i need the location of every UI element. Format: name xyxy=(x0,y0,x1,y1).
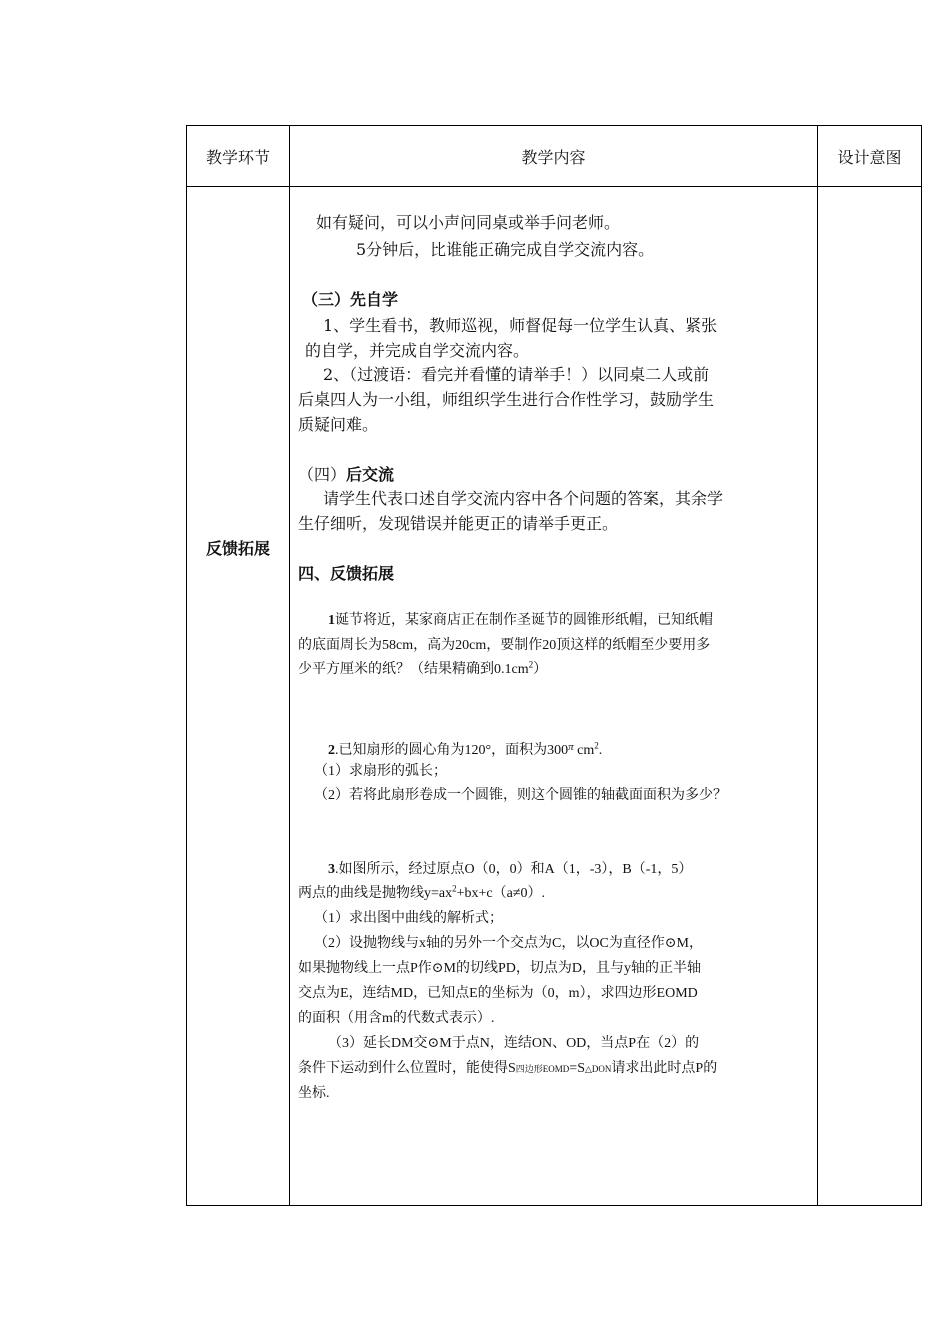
question-3-line xyxy=(328,861,692,879)
heading-self-study: （三）先自学 xyxy=(302,290,399,309)
paragraph: 的自学，并完成自学交流内容。 xyxy=(305,341,530,360)
heading-feedback: 四、反馈拓展 xyxy=(298,564,395,583)
question-3-line: 如果抛物线上一点P作⊙M的切线PD，切点为D，且与y轴的正半轴 xyxy=(298,961,701,976)
header-design-intent: 设计意图 xyxy=(837,148,902,167)
paragraph: 1、学生看书，教师巡视，师督促每一位学生认真、紧张 xyxy=(323,316,718,335)
paragraph: 请学生代表口述自学交流内容中各个问题的答案，其余学 xyxy=(323,489,724,508)
question-text: =S xyxy=(569,1061,585,1076)
paragraph: 5分钟后，比谁能正确完成自学交流内容。 xyxy=(356,240,655,259)
paragraph: 如有疑问，可以小声问同桌或举手问老师。 xyxy=(316,213,621,232)
question-3-line: （1）求出图中曲线的解析式； xyxy=(314,911,503,926)
paragraph: 质疑问难。 xyxy=(298,415,379,434)
question-3-line xyxy=(298,885,545,903)
question-text: 条件下运动到什么位置时，能使得S xyxy=(298,1061,516,1076)
question-text: .如图所示，经过原点O（0，0）和A（1，-3），B（-1，5） xyxy=(335,862,693,877)
question-number: 3 xyxy=(328,862,335,877)
column-divider xyxy=(289,126,290,1205)
pi-symbol: π xyxy=(568,741,574,753)
question-number: 2 xyxy=(328,743,335,758)
question-2-line xyxy=(328,738,602,760)
heading-text: 后交流 xyxy=(346,465,395,484)
question-1-line xyxy=(328,612,713,630)
question-3-line: 交点为E，连结MD，已知点E的坐标为（0，m），求四边形EOMD xyxy=(298,986,698,1001)
question-text: .已知扇形的圆心角为120°，面积为300 xyxy=(335,743,569,758)
question-2-line: （2）若将此扇形卷成一个圆锥，则这个圆锥的轴截面面积为多少？ xyxy=(314,788,727,803)
question-2-line: （1）求扇形的弧长； xyxy=(314,764,447,779)
question-3-line: 的面积（用含m的代数式表示）. xyxy=(298,1011,495,1026)
question-text: . xyxy=(598,743,603,758)
subscript: △DON xyxy=(584,1064,612,1074)
lesson-table xyxy=(186,125,922,1206)
paragraph: 生仔细听，发现错误并能更正的请举手更正。 xyxy=(298,514,619,533)
question-3-line: （2）设抛物线与x轴的另外一个交点为C，以OC为直径作⊙M， xyxy=(314,936,703,951)
question-1-line xyxy=(298,661,547,679)
question-text: +bx+c（a≠0）. xyxy=(456,886,546,901)
question-text: 请求出此时点P的 xyxy=(611,1061,718,1076)
question-3-line: （3）延长DM交⊙M于点N，连结ON、OD，当点P在（2）的 xyxy=(328,1036,700,1051)
superscript: 2 xyxy=(594,740,599,751)
header-teaching-content: 教学内容 xyxy=(521,148,586,167)
question-number: 1 xyxy=(328,613,335,628)
paragraph: 后桌四人为一小组，师组织学生进行合作性学习，鼓励学生 xyxy=(298,390,715,409)
question-text: cm xyxy=(573,743,595,758)
question-text: ） xyxy=(533,662,548,677)
question-1-line: 的底面周长为58cm，高为20cm，要制作20顶这样的纸帽至少要用多 xyxy=(298,638,711,653)
question-3-line: 坐标. xyxy=(298,1086,330,1101)
column-divider xyxy=(817,126,818,1205)
heading-prefix: （四） xyxy=(298,465,347,484)
superscript: 2 xyxy=(452,883,457,894)
question-text: 少平方厘米的纸？（结果精确到0.1cm xyxy=(298,662,529,677)
header-teaching-stage: 教学环节 xyxy=(205,148,270,167)
subscript: 四边形EOMD xyxy=(515,1064,570,1074)
question-text: 诞节将近，某家商店正在制作圣诞节的圆锥形纸帽，已知纸帽 xyxy=(335,613,713,628)
question-text: 两点的曲线是抛物线y=ax xyxy=(298,886,453,901)
heading-after-exchange xyxy=(298,465,394,485)
superscript: 2 xyxy=(528,659,534,670)
paragraph: 2、（过渡语：看完并看懂的请举手！）以同桌二人或前 xyxy=(323,365,710,384)
section-label: 反馈拓展 xyxy=(205,539,270,558)
question-3-line xyxy=(298,1060,717,1078)
